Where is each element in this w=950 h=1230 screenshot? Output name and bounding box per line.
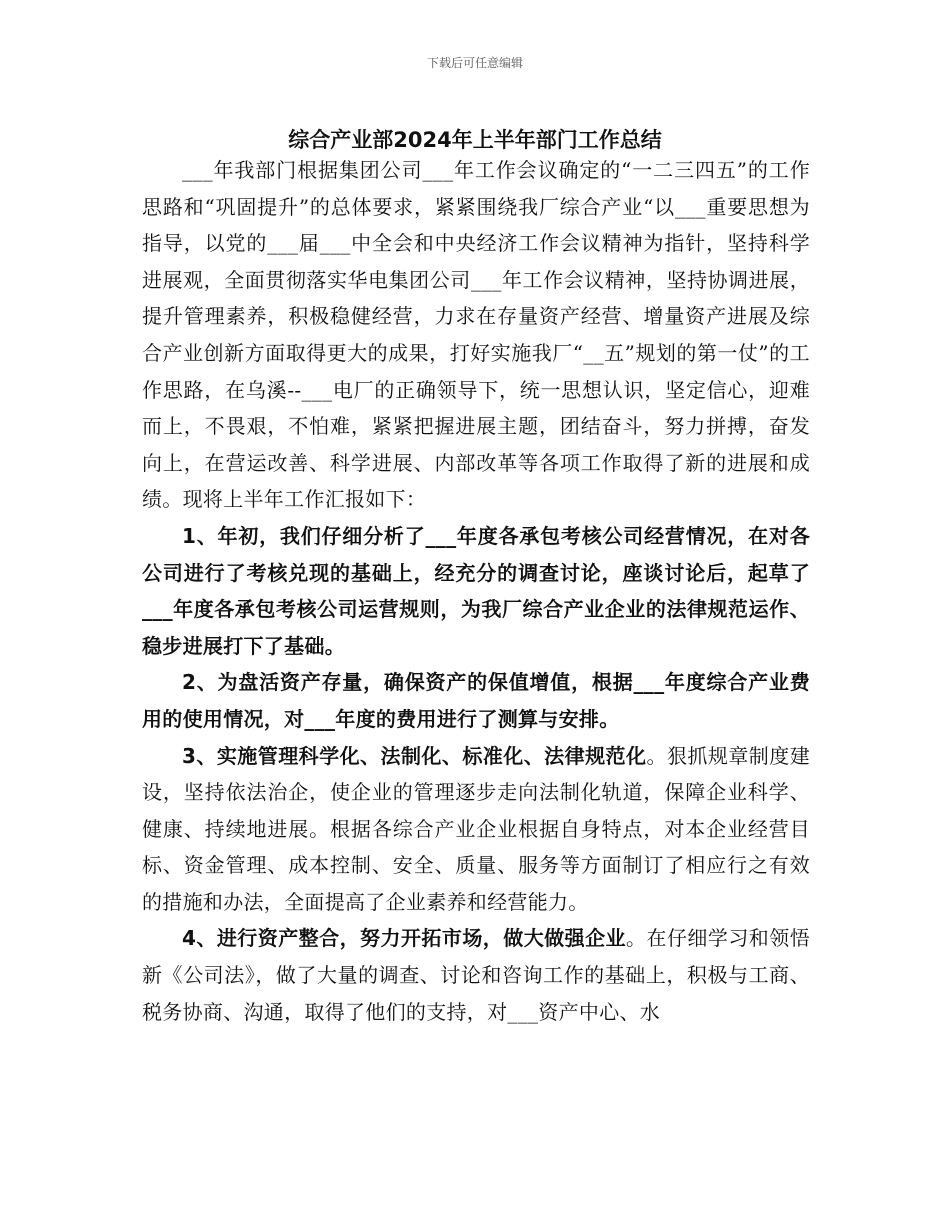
item-4-paragraph (142, 920, 810, 1030)
item-2-paragraph: 2、为盘活资产存量，确保资产的保值增值，根据___年度综合产业费用的使用情况，对___年度的费用进行了测算与安排。 (142, 670, 810, 731)
document-title: 综合产业部2024年上半年部门工作总结 (288, 128, 662, 152)
document-body (142, 152, 810, 1030)
item-3-lead: 3、实施管理科学化、法制化、标准化、法律规范化 (182, 743, 647, 768)
page-header-note: 下载后可任意编辑 (426, 56, 523, 70)
item-4-lead: 4、进行资产整合，努力开拓市场，做大做强企业 (182, 926, 627, 951)
item-1-paragraph: 1、年初，我们仔细分析了___年度各承包考核公司经营情况，在对各公司进行了考核兑现的基础上，经充分的调查讨论，座谈讨论后，起草了___年度各承包考核公司运营规则，为我厂综合产业企业的法律规范运作、稳步进展打下了基础。 (142, 523, 810, 658)
item-3-text: 。狠抓规章制度建设，坚持依法治企，使企业的管理逐步走向法制化轨道，保障企业科学、健康、持续地进展。根据各综合产业企业根据自身特点，对本企业经营目标、资金管理、成本控制、安全、质量、服务等方面制订了相应行之有效的措施和办法，全面提高了企业素养和经营能力。 (142, 743, 810, 914)
item-3-paragraph (142, 738, 810, 921)
item-4-text: 。在仔细学习和领悟新《公司法》，做了大量的调查、讨论和咨询工作的基础上，积极与工商、税务协商、沟通，取得了他们的支持，对___资产中心、水 (142, 926, 811, 1024)
intro-paragraph: ___年我部门根据集团公司___年工作会议确定的“一二三四五”的工作思路和“巩固提升”的总体要求，紧紧围绕我厂综合产业“以___重要思想为指导，以党的___届___中全会和中央经济工作会议精神为指针，坚持科学进展观，全面贯彻落实华电集团公司___年工作会议精神，坚持协调进展，提升管理素养，积极稳健经营，力求在存量资产经营、增量资产进展及综合产业创新方面取得更大的成果，打好实施我厂“__五”规划的第一仗”的工作思路，在乌溪--___电厂的正确领导下，统一思想认识，坚定信心，迎难而上，不畏艰，不怕难，紧紧把握进展主题，团结奋斗，努力拼搏，奋发向上，在营运改善、科学进展、内部改革等各项工作取得了新的进展和成绩。现将上半年工作汇报如下： (142, 158, 810, 512)
